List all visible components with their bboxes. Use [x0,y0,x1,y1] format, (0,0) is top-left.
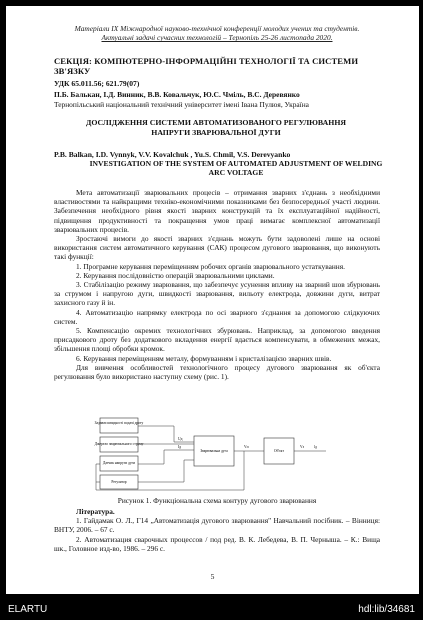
block-arc-label: Зварювальна дуга [200,449,228,453]
block-regulator-label: Регулятор [111,480,127,484]
header-line-1: Матеріали IX Міжнародної науково-технічної конференції молодих учених та студентів. [74,24,360,33]
figure-caption: Рисунок 1. Функціональна схема контуру дугового зварювання [117,496,317,505]
paragraph: Зростаючі вимоги до якості зварних з'єднань можуть бути задоволені лише на основі використання систем автоматичного керування (САК) процесом дугового зварювання, що виконують такі функції: [54,234,380,262]
conference-header [54,24,380,42]
paragraph: 6. Керування переміщенням металу, формуванням і кристалізацією зварних швів. [76,353,332,363]
institution: Тернопільський національний технічний університет імені Івана Пулюя, Україна [54,100,309,109]
references [54,507,380,553]
label-ud: Uд [178,437,183,441]
label-vz: Vз [300,445,305,449]
paragraph: Для вивчення особливостей технологічного процесу дугового зварювання як об'єкта регулювання було використано наступну схему (рис. 1). [54,362,380,382]
references-heading: Література. [76,507,115,516]
paragraph: 5. Компенсацію окремих технологічних збурювань. Наприклад, за допомогою введення присадкового дроту без додаткового вкладення енергії вдається компенсувати, в обмежених межах, збільшення площі обробки кромок. [54,326,380,354]
authors-en: P.B. Balkan, I.D. Vynnyk, V.V. Kovalchuk , Yu.S. Chmil, V.S. Derevyanko [54,150,291,159]
functional-diagram [94,414,332,494]
page-number: 5 [210,572,215,581]
section-heading: СЕКЦІЯ: КОМПЮТЕРНО-ІНФОРМАЦІЙНІ ТЕХНОЛОГІЇ ТА СИСТЕМИ ЗВ'ЯЗКУ [54,56,359,76]
body-text [54,188,380,381]
paragraph: 3. Стабілізацію режиму зварювання, що забезпечує усунення впливу на зварний шов збурювань за струмом і напругою дуги, швидкості зварювання, вильоту електрода, довжини дуги, витрат захисного газу й ін. [54,280,380,308]
reference-item: 1. Гайдамак О. Л., Г14 „Автоматизація дугового зварювання" Навчальний посібник. – Вінниця: ВНТУ, 2006. – 67 с. [54,516,380,535]
paragraph: 4. Автоматизацію напрямку електрода по осі зварного з'єднання за допомогою слідкуючих систем. [54,307,380,326]
block-feeder-label: Задавач швидкості подачі дроту [94,421,144,425]
paragraph: 2. Керування послідовністю операцій зварювальними циклами. [76,270,275,280]
label-ld: lд [314,445,317,449]
document-page [6,6,419,594]
block-object-label: Об'єкт [274,449,284,453]
label-vp: Vп [244,445,249,449]
block-sensor-label: Датчик напруги дуги [102,461,136,465]
block-source-label: Джерело зварювального струму [94,442,144,446]
title-en: INVESTIGATION OF THE SYSTEM OF AUTOMATED ADJUSTMENT OF WELDING ARC VOLTAGE [89,159,383,178]
authors-ua: П.Б. Балькан, І.Д. Винник, В.В. Ковальчук, Ю.С. Чміль, В.С. Деревянко [54,90,300,99]
reference-item: 2. Автоматизация сварочных процессов / под ред. В. К. Лебедева, В. П. Черныша. – К.: Вища шк., Головное изд-во, 1986. – 296 с. [54,534,380,553]
paragraph: 1. Програмне керування переміщенням робочих органів зварювального устаткування. [76,261,345,271]
handle-id: hdl:lib/34681 [358,604,415,615]
udk-code: УДК 65.011.56; 621.79(07) [54,79,140,88]
repository-label: ELARTU [8,604,48,615]
paragraph: Мета автоматизації зварювальних процесів – отримання зварних з'єднань з необхідними властивостями та найкращими техніко-економічними показниками без безпосередньої участі людини. Забезпечення необхідного рівня якості зварних конструкцій та їх експлуатаційної надійності, підвищення продуктивності та покращення умов праці вимагає комплексної автоматизації зварювальних процесів. [54,188,380,234]
title-ua: ДОСЛІДЖЕННЯ СИСТЕМИ АВТОМАТИЗОВАНОГО РЕГУЛЮВАННЯ НАПРУГИ ЗВАРЮВАЛЬНОЇ ДУГИ [85,118,347,137]
label-id: Iд [178,445,182,449]
header-line-2: Актуальні задачі сучасних технологій – Тернопіль 25-26 листопада 2020. [101,33,333,43]
